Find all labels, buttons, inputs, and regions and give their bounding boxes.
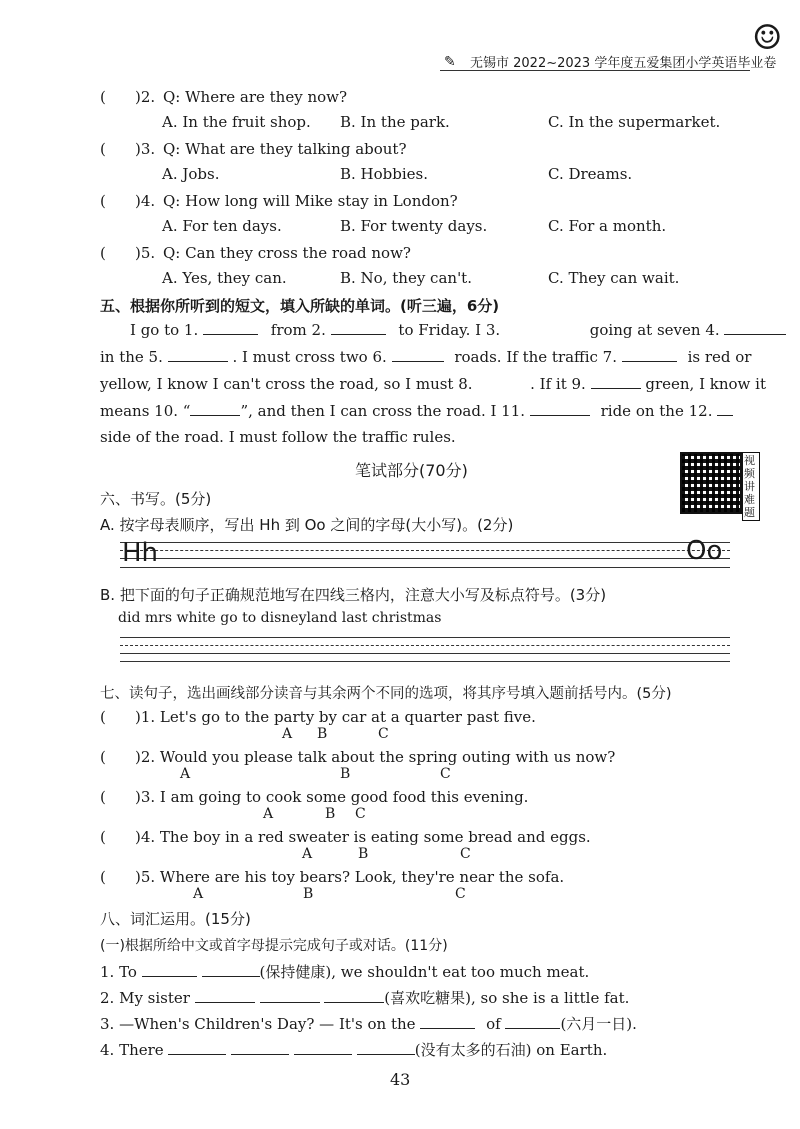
s7-sentence: )3. I am going to cook some good food this evening. [135,788,529,806]
s7-option-label: C [355,806,366,822]
mc-question: Q: Can they cross the road now? [163,244,411,262]
s5-line3: yellow, I know I can't cross the road, so I must 8. . If it 9. green, I know it [100,375,766,393]
s7-option-label: C [460,846,471,862]
mc-number: )3. [135,140,156,158]
written-part-title: 笔试部分(70分) [355,461,468,480]
s5-line5: side of the road. I must follow the traffic rules. [100,428,456,446]
s8-q1: 1. To (保持健康), we shouldn't eat too much meat. [100,963,590,981]
four-line-b1 [120,637,730,638]
s7-option-label: B [325,806,336,822]
section8-sub1: (一)根据所给中文或首字母提示完成句子或对话。(11分) [100,938,448,954]
mc-option-b: B. In the park. [340,113,450,131]
s8-q3: 3. —When's Children's Day? — It's on the of (六月一日). [100,1015,637,1033]
mc-option-a: A. In the fruit shop. [162,113,311,131]
section6-title: 六、书写。(5分) [100,490,212,508]
four-line-b4 [120,661,730,662]
s7-option-label: C [455,886,466,902]
s7-sentence: )2. Would you please talk about the spring outing with us now? [135,748,616,766]
section8-title: 八、词汇运用。(15分) [100,910,251,928]
s7-option-label: C [440,766,451,782]
mc-option-c: C. Dreams. [548,165,633,183]
four-line-2 [120,550,730,551]
four-line-b3 [120,653,730,654]
s7-option-label: A [263,806,274,822]
s7-option-label: A [282,726,293,742]
s7-option-label: B [303,886,314,902]
section6-b-label: B. 把下面的句子正确规范地写在四线三格内，注意大小写及标点符号。(3分) [100,586,607,604]
s7-option-label: A [193,886,204,902]
mc-option-b: B. For twenty days. [340,217,488,235]
s7-paren: ( [100,788,106,806]
mc-option-a: A. Yes, they can. [162,269,287,287]
mc-option-c: C. In the supermarket. [548,113,721,131]
s7-sentence: )5. Where are his toy bears? Look, they're near the sofa. [135,868,565,886]
s7-option-label: B [340,766,351,782]
qr-code-image [680,452,742,514]
four-line-3 [120,558,730,559]
section6-b-sentence: did mrs white go to disneyland last christmas [118,610,442,626]
mc-option-a: A. For ten days. [162,217,282,235]
section7-title: 七、读句子，选出画线部分读音与其余两个不同的选项，将其序号填入题前括号内。(5分) [100,686,672,702]
s7-option-label: B [317,726,328,742]
cartoon-boy-icon: ☺ [752,18,783,58]
mc-question: Q: Where are they now? [163,88,348,106]
four-line-4 [120,567,730,568]
mc-paren: ( [100,88,106,106]
s7-option-label: A [302,846,313,862]
oo-sample: Oo [686,536,723,566]
mc-option-a: A. Jobs. [162,165,220,183]
header-rule [440,70,750,71]
s7-paren: ( [100,868,106,886]
mc-option-c: C. They can wait. [548,269,680,287]
mc-option-b: B. Hobbies. [340,165,429,183]
s5-line4: means 10. “ ”, and then I can cross the road. I 11. ride on the 12. [100,401,733,420]
mc-question: Q: How long will Mike stay in London? [163,192,458,210]
mc-paren: ( [100,244,106,262]
s7-option-label: C [378,726,389,742]
four-line-b2 [120,645,730,646]
mc-paren: ( [100,192,106,210]
mc-option-b: B. No, they can't. [340,269,472,287]
page-number: 43 [390,1070,411,1089]
hh-sample: Hh [122,538,159,568]
s7-paren: ( [100,828,106,846]
section5-title: 五、根据你所听到的短文，填入所缺的单词。(听三遍，6分) [100,297,500,315]
pen-icon: ✎ [444,54,456,70]
s7-option-label: B [358,846,369,862]
mc-number: )2. [135,88,156,106]
four-line-1 [120,542,730,543]
s7-paren: ( [100,748,106,766]
s8-q2: 2. My sister (喜欢吃糖果), so she is a little fat. [100,989,630,1007]
s7-option-label: A [180,766,191,782]
header-title: 无锡市 2022~2023 学年度五爱集团小学英语毕业卷 [470,56,777,71]
s8-q4: 4. There (没有太多的石油) on Earth. [100,1041,608,1059]
mc-question: Q: What are they talking about? [163,140,407,158]
qr-caption: 视频讲难题 [742,452,760,521]
mc-number: )4. [135,192,156,210]
mc-paren: ( [100,140,106,158]
section6-a-label: A. 按字母表顺序，写出 Hh 到 Oo 之间的字母(大小写)。(2分) [100,516,514,534]
mc-number: )5. [135,244,156,262]
s7-paren: ( [100,708,106,726]
s5-line1: I go to 1. from 2. to Friday. I 3. going at seven 4. [130,320,786,339]
s7-sentence: )4. The boy in a red sweater is eating some bread and eggs. [135,828,591,846]
s5-line2: in the 5. . I must cross two 6. roads. If the traffic 7. is red or [100,348,752,366]
s7-sentence: )1. Let's go to the party by car at a quarter past five. [135,708,536,726]
mc-option-c: C. For a month. [548,217,667,235]
